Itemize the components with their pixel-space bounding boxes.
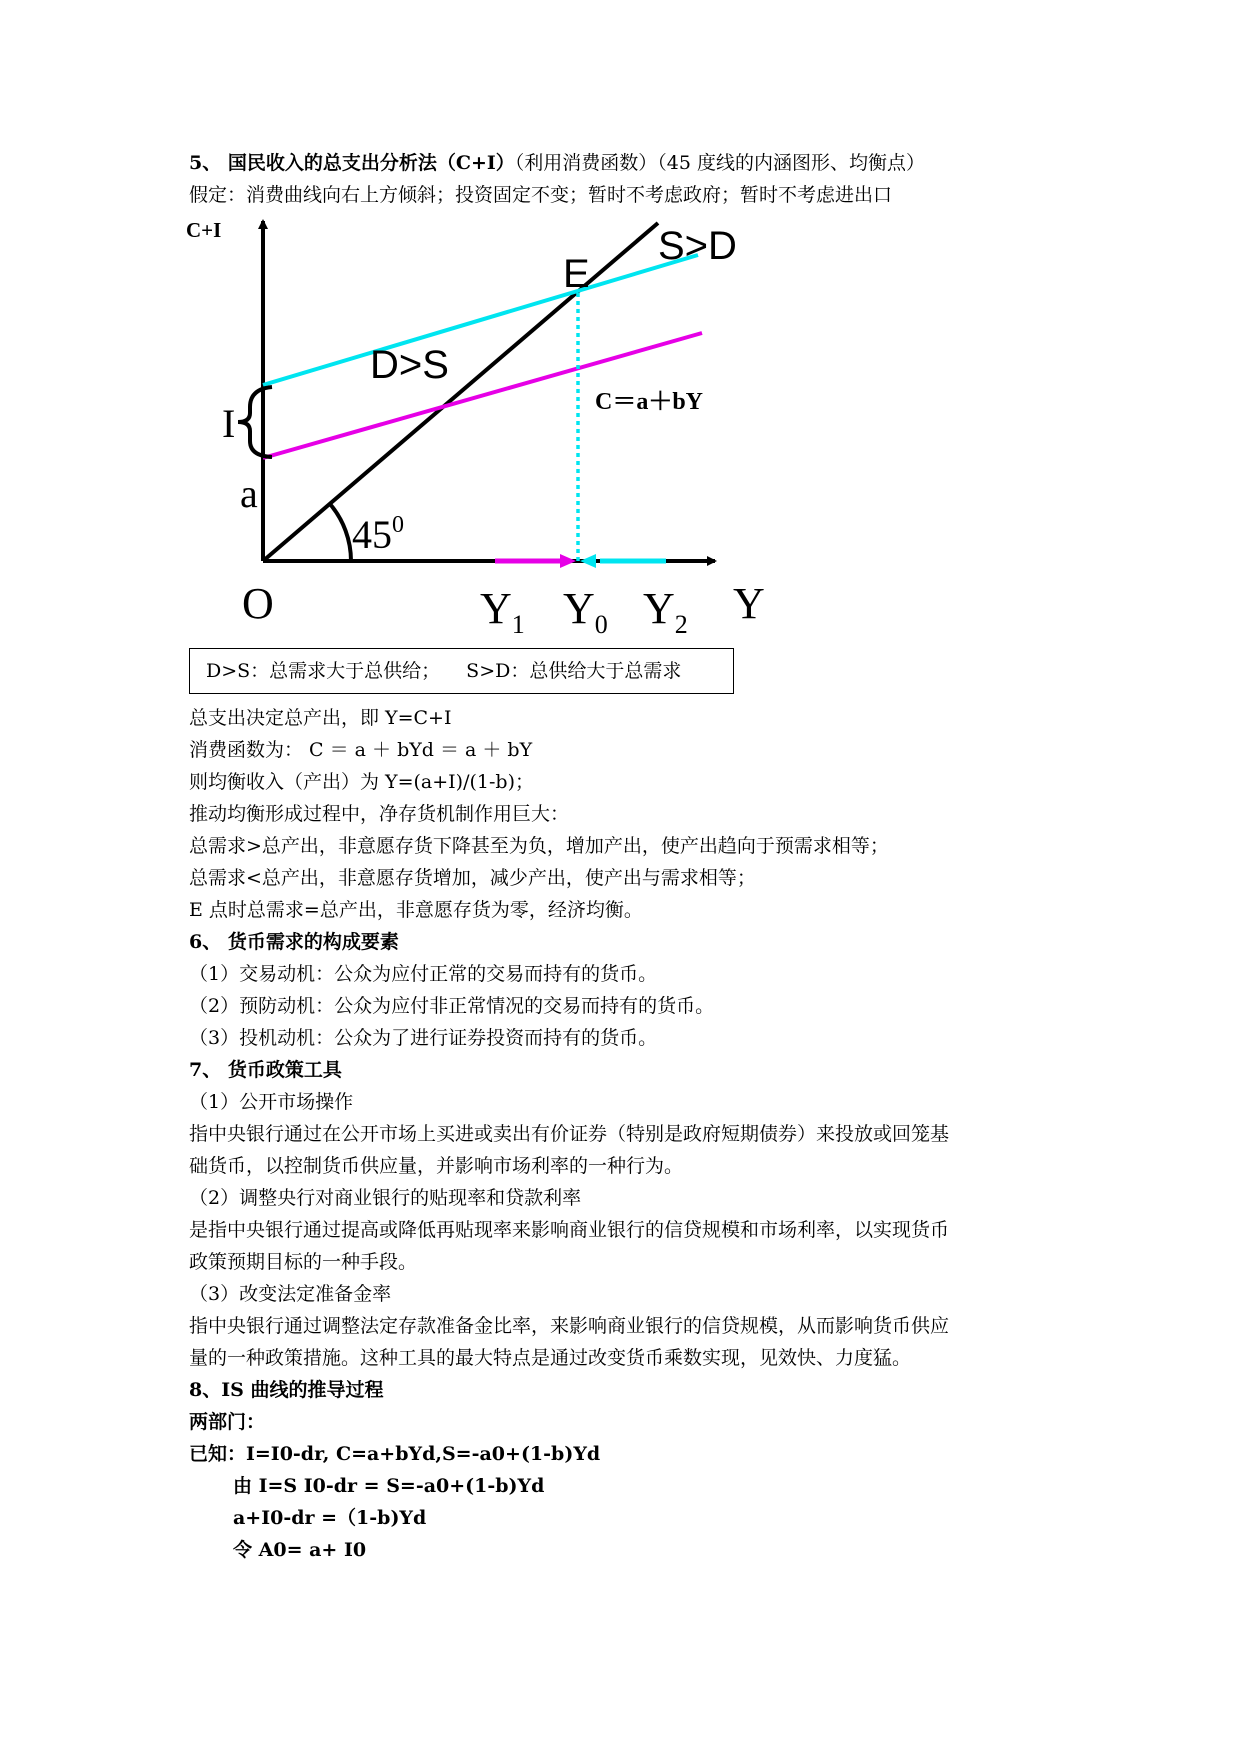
arrow-left-head-icon [580, 554, 596, 568]
x-axis-label: Y [733, 579, 765, 628]
derivation-line: 由 I=S I0-dr = S=-a0+(1-b)Yd [233, 1475, 545, 1497]
region-s-greater-d: S>D [658, 224, 737, 268]
section-5-heading [189, 148, 925, 178]
paragraph-line: 总需求>总产出，非意愿存货下降甚至为负，增加产出，使产出趋向于预需求相等； [189, 835, 889, 857]
tick-y1: $Y_1$ [480, 584, 525, 639]
consumption-equation: C＝a＋bY [595, 389, 704, 415]
paragraph-line: 总支出决定总产出，即 Y=C+I [189, 707, 452, 729]
paragraph-line: E 点时总需求=总产出，非意愿存货为零，经济均衡。 [189, 899, 643, 921]
tool-line: 础货币，以控制货币供应量，并影响市场利率的一种行为。 [189, 1155, 684, 1177]
section-7-heading: 7、 货币政策工具 [189, 1059, 342, 1081]
tool-line: 量的一种政策措施。这种工具的最大特点是通过改变货币乘数实现，见效快、力度猛。 [189, 1347, 912, 1369]
derivation-line: a+I0-dr =（1-b)Yd [233, 1507, 427, 1529]
tick-y2: $Y_2$ [643, 584, 688, 639]
legend-ds: D>S：总需求大于总供给； [206, 660, 441, 682]
motive-item: （3）投机动机：公众为了进行证券投资而持有的货币。 [189, 1027, 658, 1049]
section-8-heading: 8、IS 曲线的推导过程 [189, 1379, 384, 1401]
y-axis-label: C+I [186, 218, 222, 242]
angle-arc [330, 504, 351, 561]
section-5-title: 5、 国民收入的总支出分析法（C+I） [189, 152, 515, 174]
tool-line: 指中央银行通过在公开市场上买进或卖出有价证券（特别是政府短期债券）来投放或回笼基 [189, 1123, 950, 1145]
paragraph-line: 总需求<总产出，非意愿存货增加，减少产出，使产出与需求相等； [189, 867, 756, 889]
paragraph-line: 推动均衡形成过程中，净存货机制作用巨大： [189, 803, 570, 825]
investment-label: I [222, 401, 236, 446]
legend-box [189, 648, 734, 694]
origin-label: O [242, 579, 274, 628]
legend-sd: S>D：总供给大于总需求 [466, 660, 682, 682]
ci-line [263, 255, 698, 385]
derivation-line: 令 A0= a+ I0 [233, 1539, 367, 1561]
known-equations: 已知：I=I0-dr, C=a+bYd,S=-a0+(1-b)Yd [189, 1443, 601, 1465]
two-sector-label: 两部门： [189, 1411, 266, 1433]
tool-line: 指中央银行通过调整法定存款准备金比率，来影响商业银行的信贷规模，从而影响货币供应 [189, 1315, 950, 1337]
aggregate-expenditure-diagram [180, 215, 780, 645]
arrow-right-head-icon [560, 554, 576, 568]
tool-line: 是指中央银行通过提高或降低再贴现率来影响商业银行的信贷规模和市场利率，以实现货币 [189, 1219, 950, 1241]
intercept-a-label: a [240, 471, 258, 516]
tick-y0: $Y_0$ [563, 584, 608, 639]
paragraph-line: 消费函数为： C ＝ a ＋ bYd ＝ a ＋ bY [189, 739, 533, 761]
assumption-text: 假定：消费曲线向右上方倾斜；投资固定不变；暂时不考虑政府；暂时不考虑进出口 [189, 184, 893, 206]
paragraph-line: 则均衡收入（产出）为 Y=(a+I)/(1-b)； [189, 771, 534, 793]
brace-icon [238, 387, 272, 457]
tool-line: （2）调整央行对商业银行的贴现率和贷款利率 [189, 1187, 582, 1209]
motive-item: （2）预防动机：公众为应付非正常情况的交易而持有的货币。 [189, 995, 715, 1017]
tool-line: （3）改变法定准备金率 [189, 1283, 392, 1305]
angle-label: $45^0$ [352, 512, 404, 557]
region-d-greater-s: D>S [370, 343, 449, 387]
section-5-subtitle: （利用消费函数）（45 度线的内涵图形、均衡点） [514, 152, 925, 174]
point-e-label: E [563, 252, 590, 296]
motive-item: （1）交易动机：公众为应付正常的交易而持有的货币。 [189, 963, 658, 985]
tool-line: 政策预期目标的一种手段。 [189, 1251, 418, 1273]
tool-line: （1）公开市场操作 [189, 1091, 354, 1113]
section-6-heading: 6、 货币需求的构成要素 [189, 931, 399, 953]
